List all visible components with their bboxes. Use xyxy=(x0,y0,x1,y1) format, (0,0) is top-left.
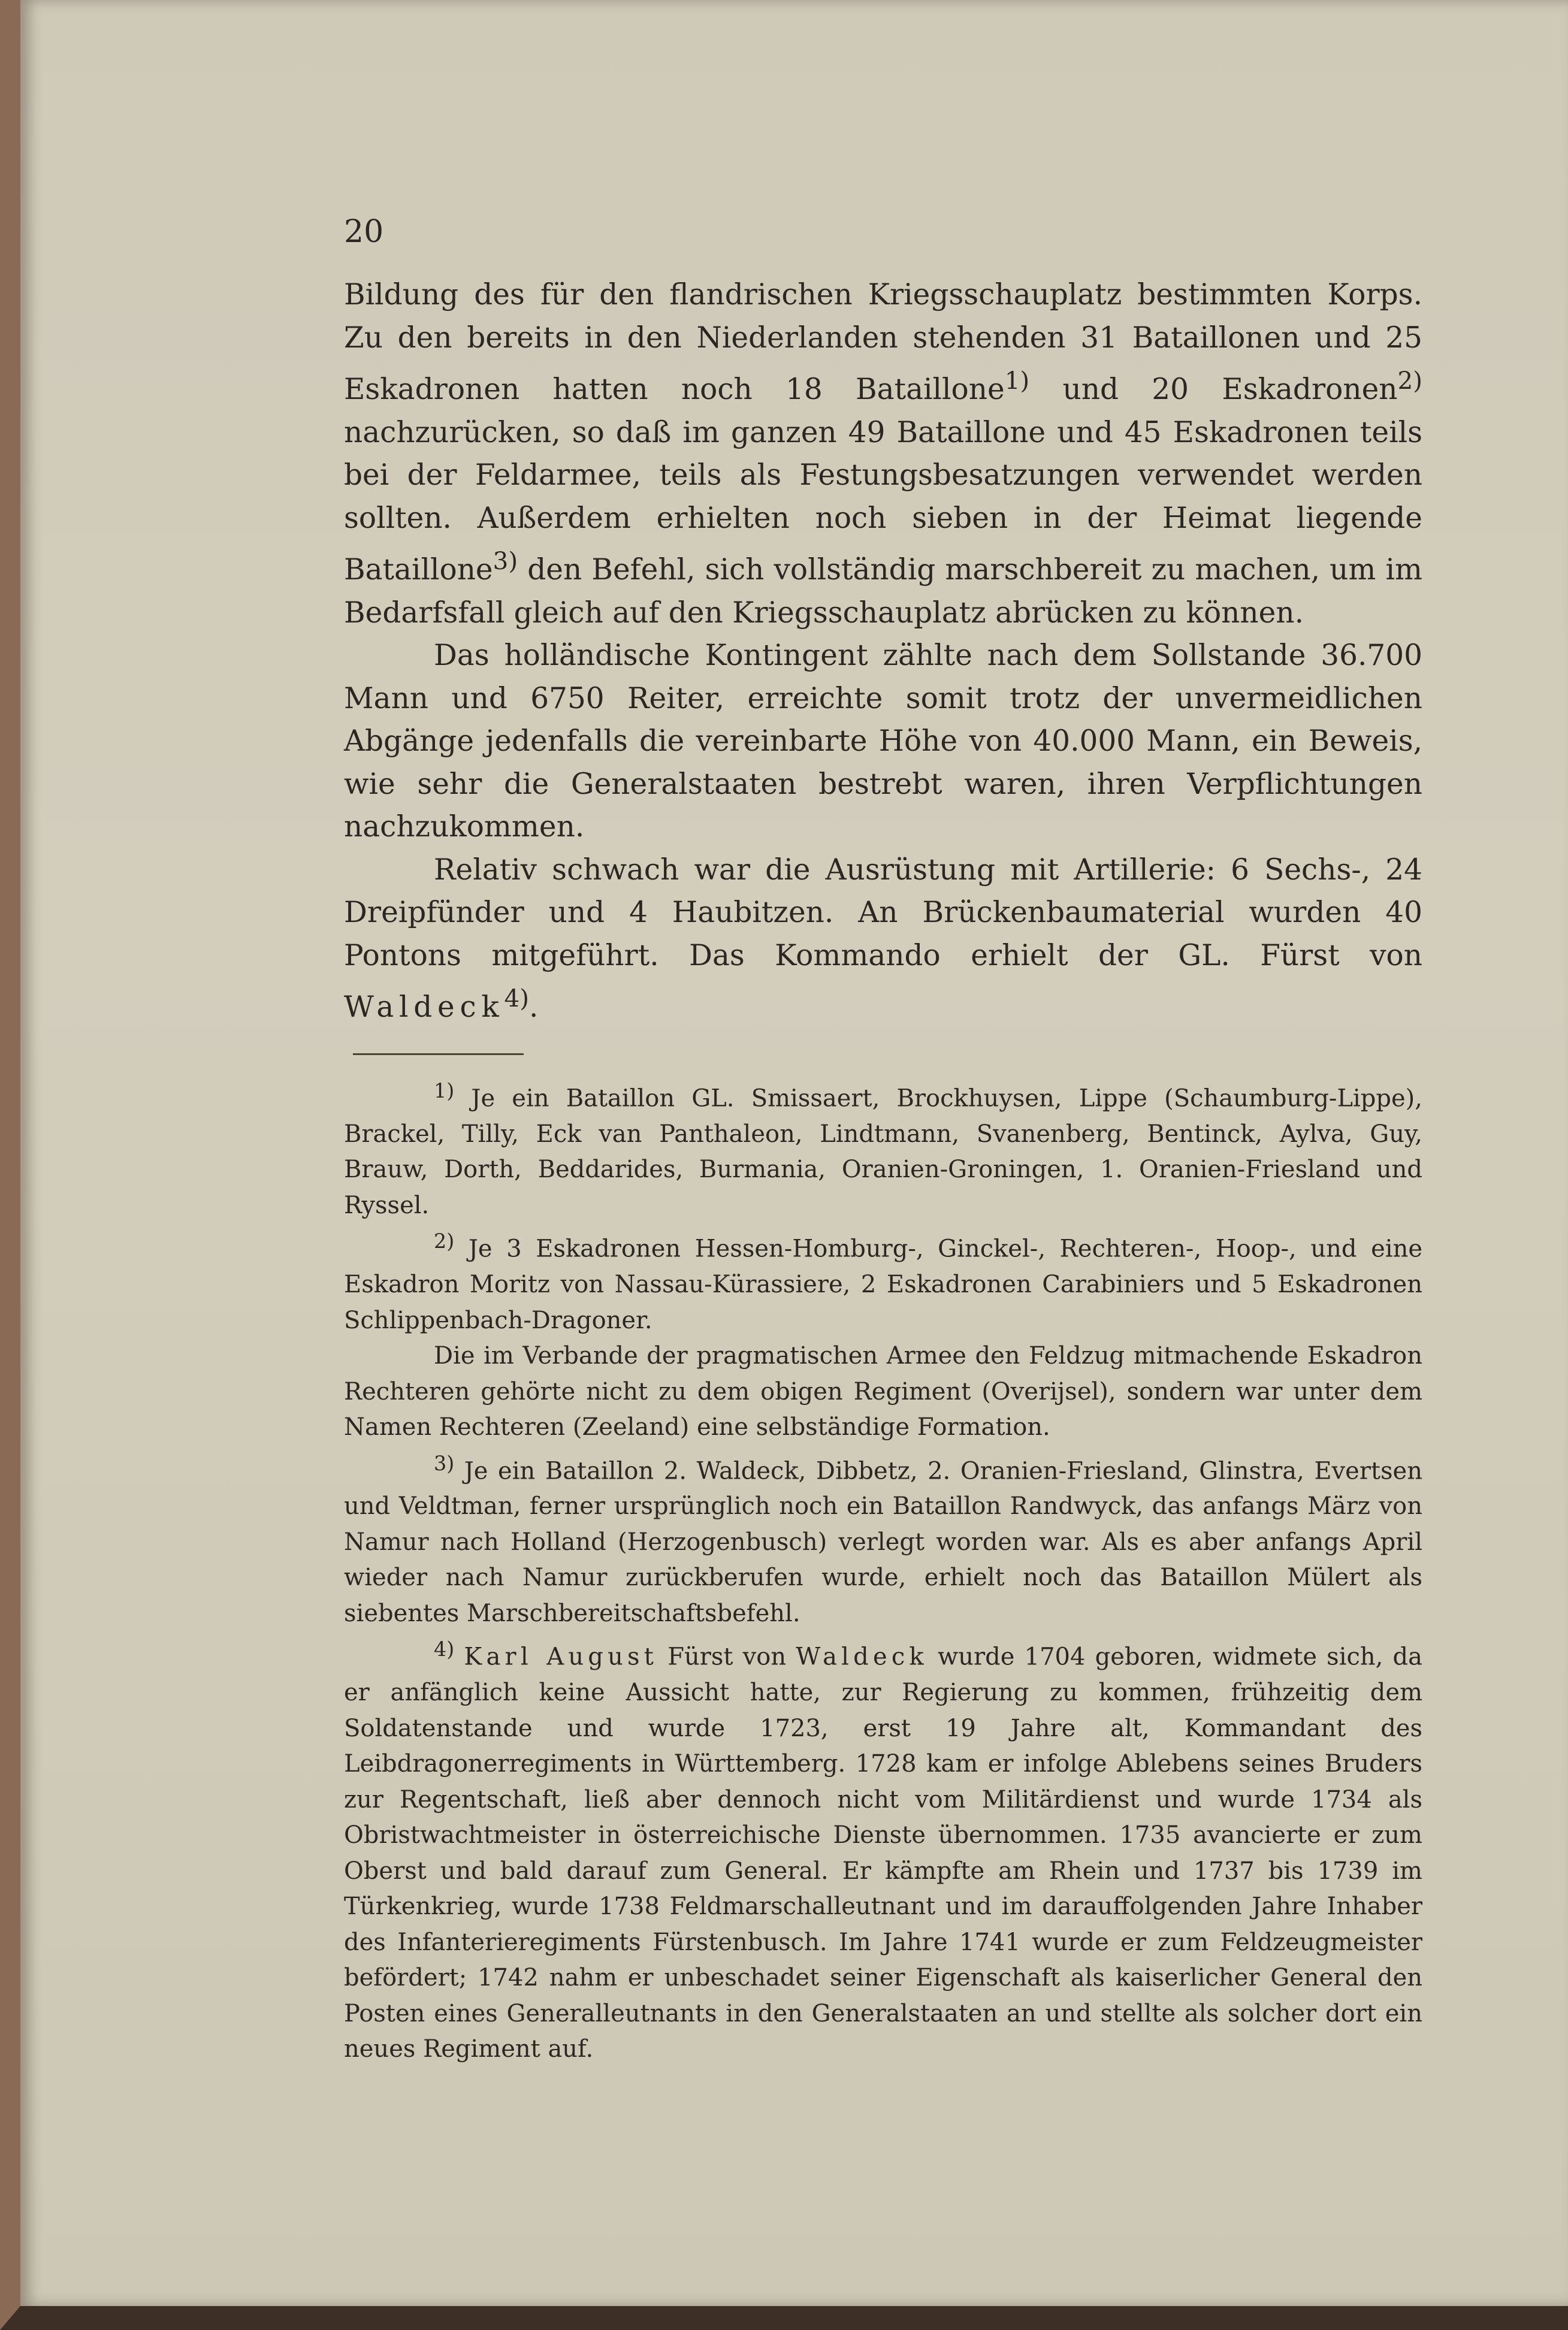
footnote-divider xyxy=(353,1053,524,1055)
paragraph-3-text-b: . xyxy=(528,990,539,1025)
paragraph-1-text-a: Bildung des für den flandrischen Kriegsschauplatz bestimmten Korps. Zu den bereits in den Niederlanden stehenden 31 Bataillonen und 25 Eskadronen hatten noch 18 Bataillone xyxy=(344,278,1422,407)
footnote-3-marker: 3) xyxy=(434,1451,455,1475)
footnote-1-text: Je ein Bataillon GL. Smissaert, Brockhuysen, Lippe (Schaumburg-Lippe), Brackel, Tilly, Eck van Panthaleon, Lindtmann, Svanenberg, Bentinck, Aylva, Guy, Brauw, Dorth, Beddarides, Burmania, Oranien-Groningen, 1. Oranien-Friesland und Ryssel. xyxy=(344,1084,1422,1219)
footnote-2-marker: 2) xyxy=(434,1229,455,1253)
paragraph-3 xyxy=(344,849,1422,1029)
footnote-2-continuation xyxy=(344,1338,1422,1446)
paragraph-1-text-c: nachzurücken, so daß im ganzen 49 Bataillone und 45 Eskadronen teils bei der Feldarmee, teils als Festungsbesatzungen verwendet werden sollten. Außerdem erhielten noch sieben in der Heimat liegende Bataillone xyxy=(344,415,1422,587)
spaced-name-karl-august: Karl August xyxy=(464,1643,658,1671)
footnote-ref-1: 1) xyxy=(1004,366,1030,395)
text-block xyxy=(344,213,1422,2068)
page-number: 20 xyxy=(344,214,384,250)
footnote-ref-4: 4) xyxy=(504,984,529,1013)
footnote-3 xyxy=(344,1446,1422,1632)
footnote-2-text: Je 3 Eskadronen Hessen-Homburg-, Ginckel-, Rechteren-, Hoop-, und eine Eskadron Moritz von Nassau-Kürassiere, 2 Eskadronen Carabiniers und 5 Eskadronen Schlippenbach-Dragoner. xyxy=(344,1235,1422,1334)
spaced-name-waldeck-note: Waldeck xyxy=(796,1643,928,1671)
paragraph-1-text-d: den Befehl, sich vollständig marschbereit zu machen, um im Bedarfsfall gleich auf den Kriegsschauplatz abrücken zu können. xyxy=(344,553,1422,630)
paragraph-3-text-a: Relativ schwach war die Ausrüstung mit Artillerie: 6 Sechs-, 24 Dreipfünder und 4 Haubitzen. An Brückenbaumaterial wurden 40 Pontons mitgeführt. Das Kommando erhielt der GL. Fürst von xyxy=(344,853,1422,972)
spaced-name-waldeck: Waldeck xyxy=(344,990,504,1025)
footnote-1-marker: 1) xyxy=(434,1078,455,1102)
footnote-3-text: Je ein Bataillon 2. Waldeck, Dibbetz, 2. Oranien-Friesland, Glinstra, Evertsen und Veldtman, ferner ursprünglich noch ein Bataillon Randwyck, das anfangs März von Namur nach Holland (Herzogenbusch) verlegt worden war. Als es aber anfangs April wieder nach Namur zurückberufen wurde, erhielt noch das Bataillon Mülert als siebentes Marschbereitschaftsbefehl. xyxy=(344,1456,1422,1627)
paragraph-2: Das holländische Kontingent zählte nach dem Sollstande 36.700 Mann und 6750 Reiter, erreichte somit trotz der unvermeidlichen Abgänge jedenfalls die vereinbarte Höhe von 40.000 Mann, ein Beweis, wie sehr die Generalstaaten bestrebt waren, ihren Verpflichtungen nachzukommen. xyxy=(344,639,1422,844)
footnote-4-marker: 4) xyxy=(434,1637,455,1661)
footnote-2 xyxy=(344,1223,1422,1338)
footnote-2-continuation-text: Die im Verbande der pragmatischen Armee den Feldzug mitmachende Eskadron Rechteren gehörte nicht zu dem obigen Regiment (Overijsel), sondern war unter dem Namen Rechteren (Zeeland) eine selbständige Formation. xyxy=(344,1342,1422,1441)
paragraph-1 xyxy=(344,274,1422,634)
footnote-4 xyxy=(344,1631,1422,2067)
paragraph-1-text-b: und 20 Eskadronen xyxy=(1029,373,1398,407)
footnote-ref-2: 2) xyxy=(1397,366,1423,395)
footnote-ref-3: 3) xyxy=(493,546,518,576)
footnote-4-text-b: wurde 1704 geboren, widmete sich, da er anfänglich keine Aussicht hatte, zur Regierung zu kommen, frühzeitig dem Soldatenstande und wurde 1723, erst 19 Jahre alt, Kommandant des Leibdragonerregiments in Württemberg. 1728 kam er infolge Ablebens seines Bruders zur Regentschaft, ließ aber dennoch nicht vom Militärdienst und wurde 1734 als Obristwachtmeister in österreichische Dienste übernommen. 1735 avancierte er zum Oberst und bald darauf zum General. Er kämpfte am Rhein und 1737 bis 1739 im Türkenkrieg, wurde 1738 Feldmarschalleutnant und im darauffolgenden Jahre Inhaber des Infanterieregiments Fürstenbusch. Im Jahre 1741 wurde er zum Feldzeugmeister befördert; 1742 nahm er unbeschadet seiner Eigenschaft als kaiserlicher General den Posten eines Generalleutnants in den Generalstaaten an und stellte als solcher dort ein neues Regiment auf. xyxy=(344,1643,1423,2063)
footnote-1 xyxy=(344,1073,1422,1223)
footnote-4-text-a: Fürst von xyxy=(658,1643,796,1671)
